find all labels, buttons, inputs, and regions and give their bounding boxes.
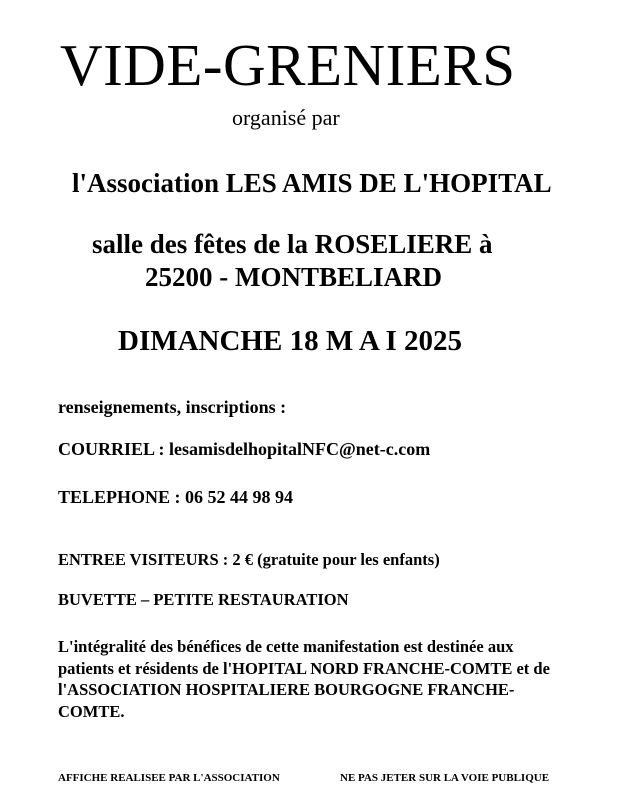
email-line: COURRIEL : lesamisdelhopitalNFC@net-c.com [58, 439, 431, 459]
footer-credit: AFFICHE REALISEE PAR L'ASSOCIATION [58, 772, 280, 784]
benefits-line: COMTE. [58, 701, 125, 721]
entry-price-line: ENTREE VISITEURS : 2 € (gratuite pour les enfants) [58, 550, 440, 569]
benefits-line: L'intégralité des bénéfices de cette manifestation est destinée aux [58, 637, 514, 656]
benefits-line: patients et résidents de l'HOPITAL NORD FRANCHE-COMTE et de [58, 658, 550, 678]
venue-line-1: salle des fêtes de la ROSELIERE à [92, 229, 493, 259]
event-date: DIMANCHE 18 M A I 2025 [118, 325, 462, 357]
benefits-line: l'ASSOCIATION HOSPITALIERE BOURGOGNE FRANCHE- [58, 680, 515, 699]
refreshment-line: BUVETTE – PETITE RESTAURATION [58, 590, 349, 609]
info-heading: renseignements, inscriptions : [58, 397, 287, 417]
phone-line: TELEPHONE : 06 52 44 98 94 [58, 487, 294, 507]
poster-title: VIDE-GRENIERS [60, 32, 516, 98]
venue-line-2: 25200 - MONTBELIARD [145, 262, 443, 292]
footer-litter-notice: NE PAS JETER SUR LA VOIE PUBLIQUE [340, 772, 550, 784]
organizer-intro: organisé par [232, 105, 340, 130]
benefits-paragraph [58, 636, 578, 722]
association-name: l'Association LES AMIS DE L'HOPITAL [72, 168, 552, 198]
